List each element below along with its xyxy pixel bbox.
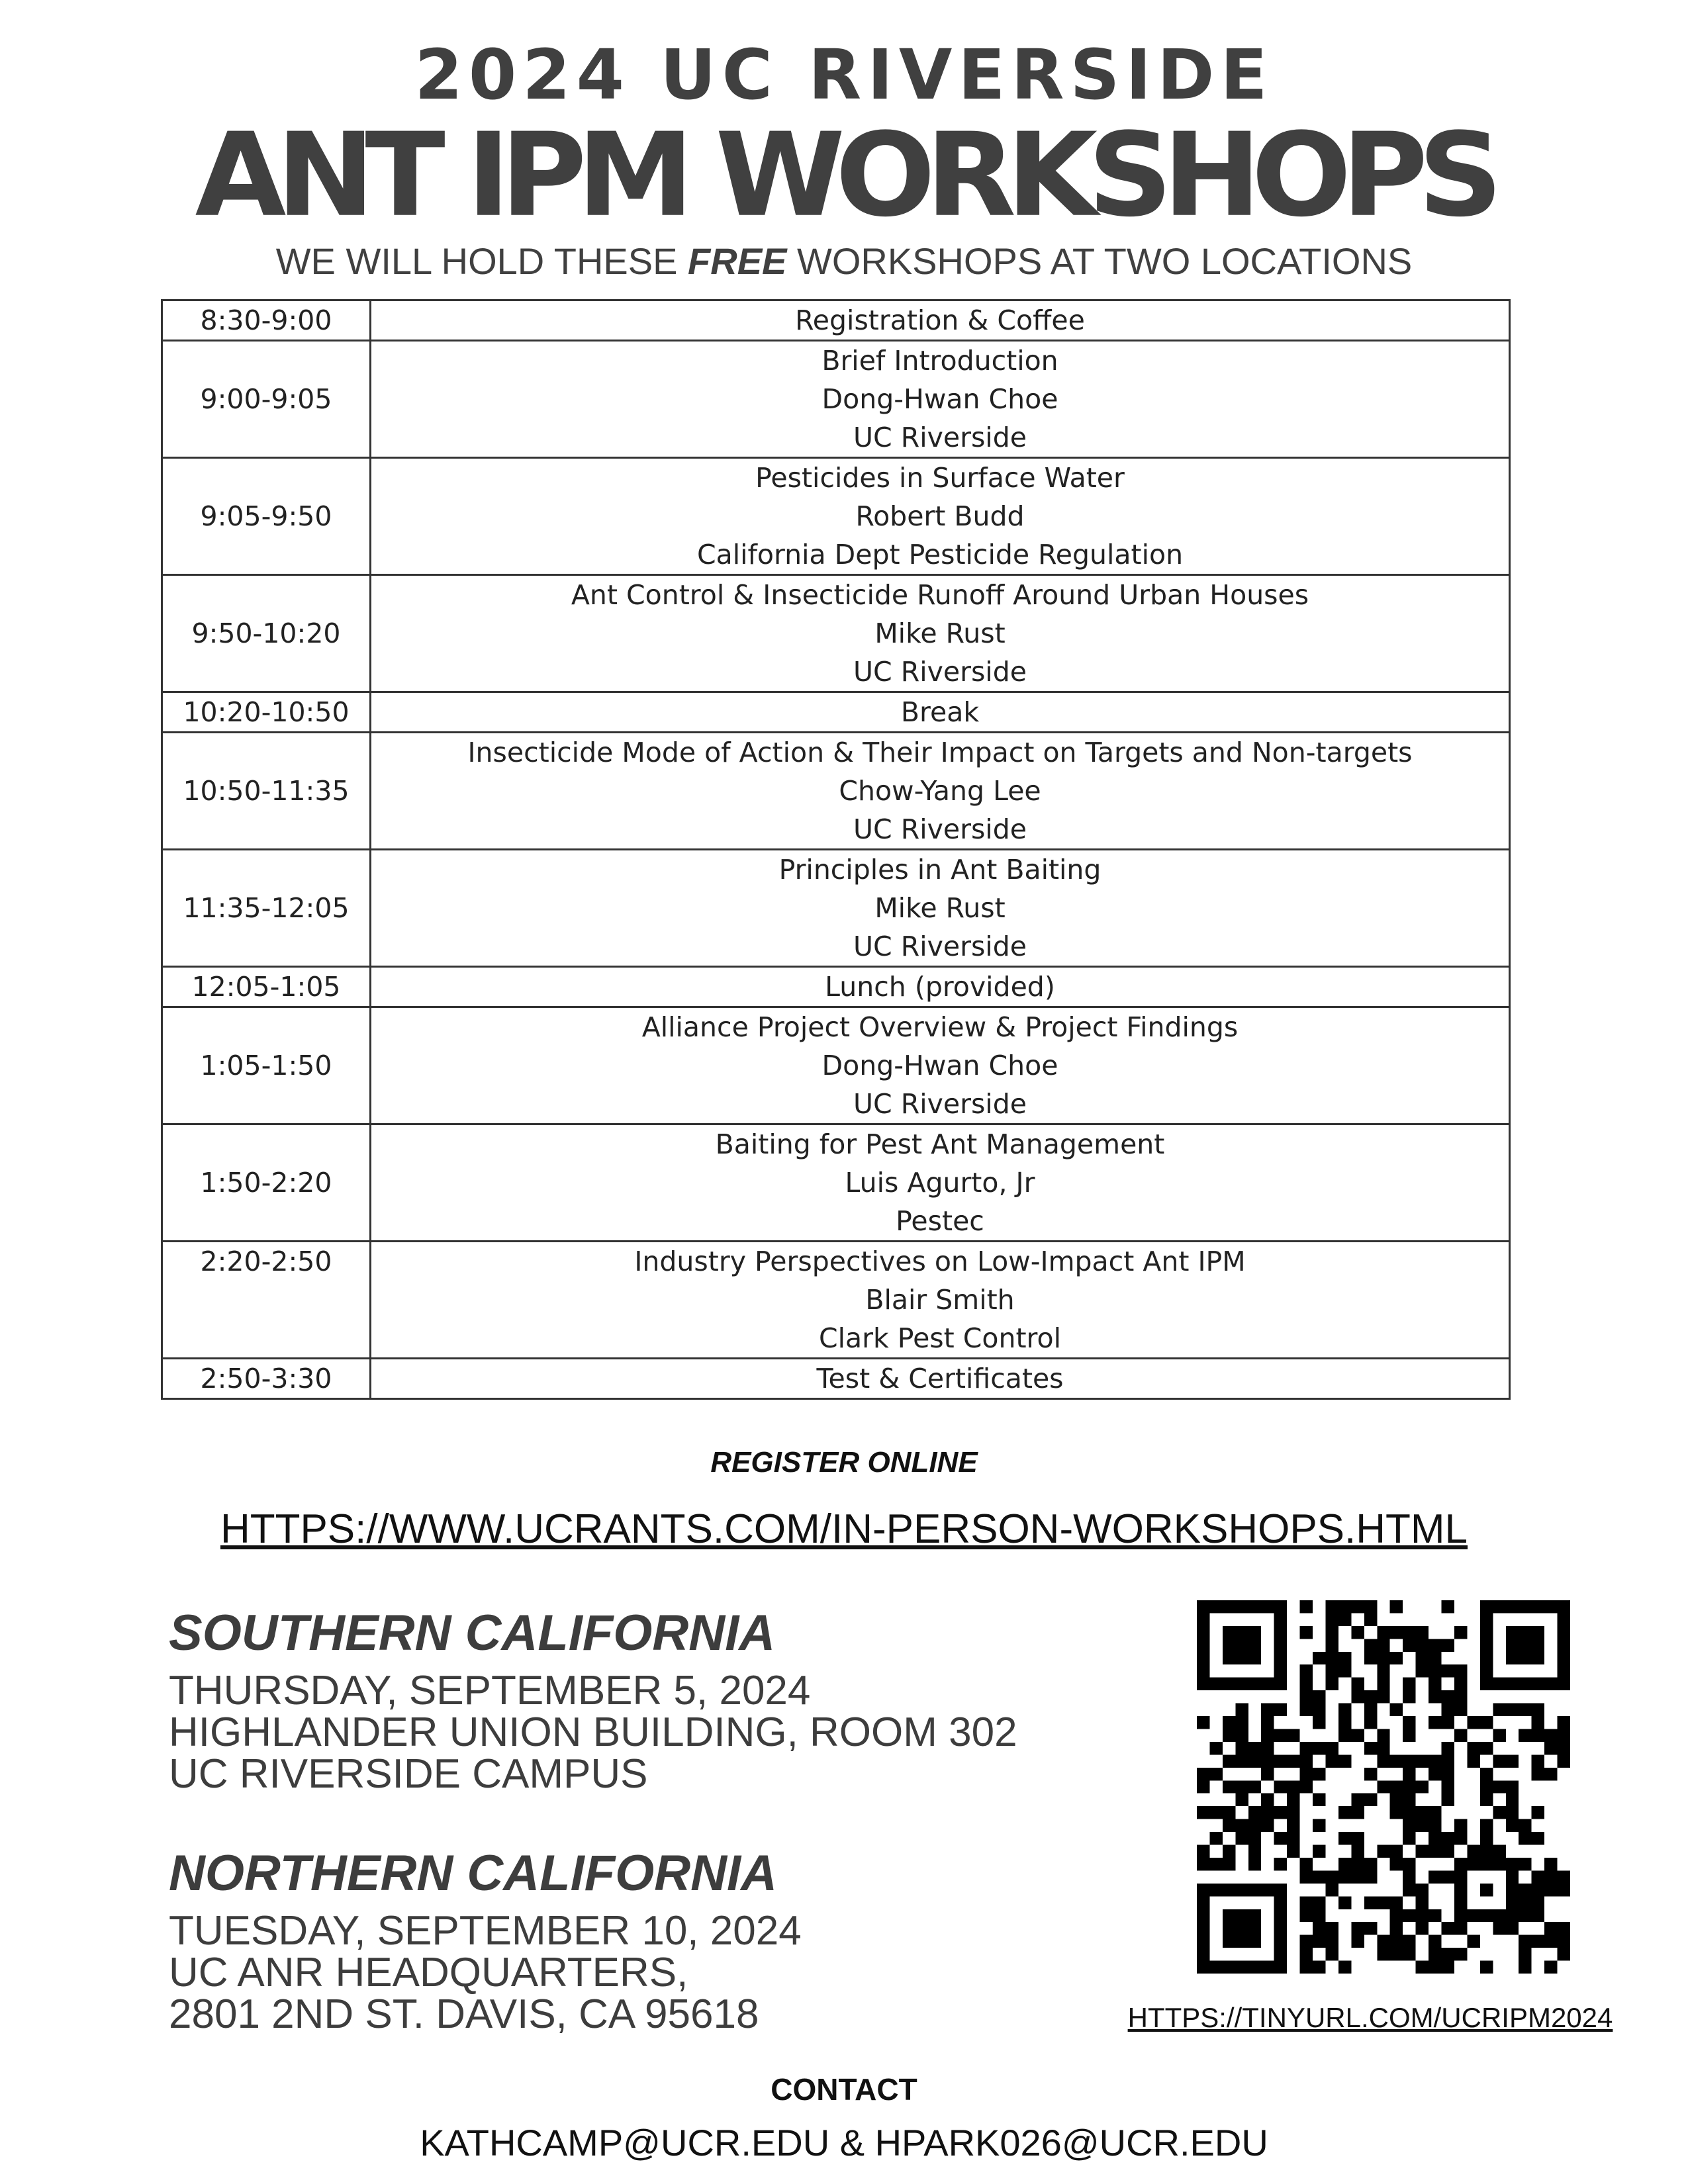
southern-date: THURSDAY, SEPTEMBER 5, 2024 bbox=[169, 1668, 811, 1713]
schedule-session bbox=[371, 733, 1510, 850]
schedule-time: 9:00-9:05 bbox=[162, 341, 371, 458]
session-title: Test & Certificates bbox=[816, 1363, 1064, 1394]
southern-california-title: SOUTHERN CALIFORNIA bbox=[169, 1605, 776, 1661]
session-detail: Luis Agurto, Jr bbox=[845, 1167, 1035, 1199]
session-detail: UC Riverside bbox=[853, 813, 1027, 845]
session-title: Pesticides in Surface Water bbox=[755, 462, 1125, 494]
southern-venue: HIGHLANDER UNION BUILDING, ROOM 302 bbox=[169, 1709, 1017, 1755]
schedule-row bbox=[162, 458, 1510, 575]
schedule-row bbox=[162, 1242, 1510, 1359]
session-detail: Mike Rust bbox=[874, 617, 1006, 649]
session-title: Registration & Coffee bbox=[795, 304, 1085, 336]
session-title: Alliance Project Overview & Project Findings bbox=[641, 1011, 1239, 1043]
session-detail: Mike Rust bbox=[874, 892, 1006, 924]
register-heading: REGISTER ONLINE bbox=[710, 1446, 978, 1479]
schedule-time: 1:50-2:20 bbox=[162, 1124, 371, 1242]
contact-heading: CONTACT bbox=[771, 2072, 917, 2107]
schedule-row bbox=[162, 733, 1510, 850]
session-title: Principles in Ant Baiting bbox=[778, 854, 1102, 886]
schedule-time: 12:05-1:05 bbox=[162, 967, 371, 1007]
northern-date: TUESDAY, SEPTEMBER 10, 2024 bbox=[169, 1908, 802, 1954]
session-title: Industry Perspectives on Low-Impact Ant IPM bbox=[634, 1246, 1246, 1277]
subtitle-after: WORKSHOPS AT TWO LOCATIONS bbox=[786, 240, 1413, 282]
northern-california-section bbox=[169, 1845, 1162, 2035]
schedule-row bbox=[162, 341, 1510, 458]
schedule-row bbox=[162, 1007, 1510, 1124]
schedule-session bbox=[371, 692, 1510, 733]
schedule-time: 9:50-10:20 bbox=[162, 575, 371, 692]
subtitle-before: WE WILL HOLD THESE bbox=[275, 240, 688, 282]
schedule-time: 1:05-1:50 bbox=[162, 1007, 371, 1124]
schedule-row bbox=[162, 575, 1510, 692]
schedule-session bbox=[371, 1359, 1510, 1399]
schedule-time: 2:50-3:30 bbox=[162, 1359, 371, 1399]
session-detail: Dong-Hwan Choe bbox=[821, 383, 1058, 415]
session-detail: Chow-Yang Lee bbox=[839, 775, 1041, 807]
session-title: Lunch (provided) bbox=[825, 971, 1055, 1003]
schedule-time: 10:20-10:50 bbox=[162, 692, 371, 733]
schedule-row bbox=[162, 1359, 1510, 1399]
session-title: Brief Introduction bbox=[821, 345, 1058, 377]
schedule-row bbox=[162, 850, 1510, 967]
schedule-time: 8:30-9:00 bbox=[162, 300, 371, 341]
schedule-session bbox=[371, 1124, 1510, 1242]
schedule-time: 9:05-9:50 bbox=[162, 458, 371, 575]
session-detail: Pestec bbox=[896, 1205, 984, 1237]
subtitle bbox=[0, 238, 1688, 285]
session-title: Ant Control & Insecticide Runoff Around Urban Houses bbox=[571, 579, 1309, 611]
kicker-title: 2024 UC RIVERSIDE bbox=[414, 34, 1274, 115]
schedule-row bbox=[162, 1124, 1510, 1242]
schedule-time: 11:35-12:05 bbox=[162, 850, 371, 967]
session-detail: UC Riverside bbox=[853, 422, 1027, 453]
session-detail: California Dept Pesticide Regulation bbox=[696, 539, 1184, 570]
schedule-time: 2:20-2:50 bbox=[162, 1242, 371, 1359]
southern-campus: UC RIVERSIDE CAMPUS bbox=[169, 1751, 648, 1797]
page-title: ANT IPM WORKSHOPS bbox=[195, 108, 1493, 242]
session-title: Baiting for Pest Ant Management bbox=[715, 1128, 1165, 1160]
contact-emails[interactable]: KATHCAMP@UCR.EDU & HPARK026@UCR.EDU bbox=[420, 2122, 1268, 2163]
northern-address: 2801 2ND ST. DAVIS, CA 95618 bbox=[169, 1991, 759, 2037]
schedule-row bbox=[162, 300, 1510, 341]
schedule-table bbox=[161, 299, 1511, 1400]
schedule-session bbox=[371, 967, 1510, 1007]
schedule-session bbox=[371, 458, 1510, 575]
northern-california-title: NORTHERN CALIFORNIA bbox=[169, 1845, 778, 1901]
subtitle-emphasis: FREE bbox=[688, 240, 787, 282]
schedule-session bbox=[371, 575, 1510, 692]
register-link[interactable]: HTTPS://WWW.UCRANTS.COM/IN-PERSON-WORKSHOPS.HTML bbox=[220, 1506, 1468, 1552]
schedule-time: 10:50-11:35 bbox=[162, 733, 371, 850]
session-detail: Dong-Hwan Choe bbox=[821, 1050, 1058, 1081]
session-title: Insecticide Mode of Action & Their Impact on Targets and Non-targets bbox=[467, 737, 1413, 768]
session-detail: UC Riverside bbox=[853, 931, 1027, 962]
schedule-session bbox=[371, 1242, 1510, 1359]
schedule-row bbox=[162, 692, 1510, 733]
schedule-session bbox=[371, 850, 1510, 967]
qr-code-icon[interactable] bbox=[1197, 1600, 1570, 1974]
southern-california-section bbox=[169, 1605, 1162, 1795]
session-title: Break bbox=[900, 696, 980, 728]
session-detail: Blair Smith bbox=[865, 1284, 1015, 1316]
schedule-body bbox=[162, 300, 1510, 1399]
northern-venue: UC ANR HEADQUARTERS, bbox=[169, 1950, 688, 1995]
schedule-session bbox=[371, 300, 1510, 341]
session-detail: UC Riverside bbox=[853, 1088, 1027, 1120]
schedule-row bbox=[162, 967, 1510, 1007]
session-detail: Robert Budd bbox=[855, 500, 1025, 532]
schedule-session bbox=[371, 1007, 1510, 1124]
schedule-session bbox=[371, 341, 1510, 458]
session-detail: UC Riverside bbox=[853, 656, 1027, 688]
session-detail: Clark Pest Control bbox=[819, 1322, 1061, 1354]
qr-link[interactable]: HTTPS://TINYURL.COM/UCRIPM2024 bbox=[1127, 2002, 1613, 2033]
